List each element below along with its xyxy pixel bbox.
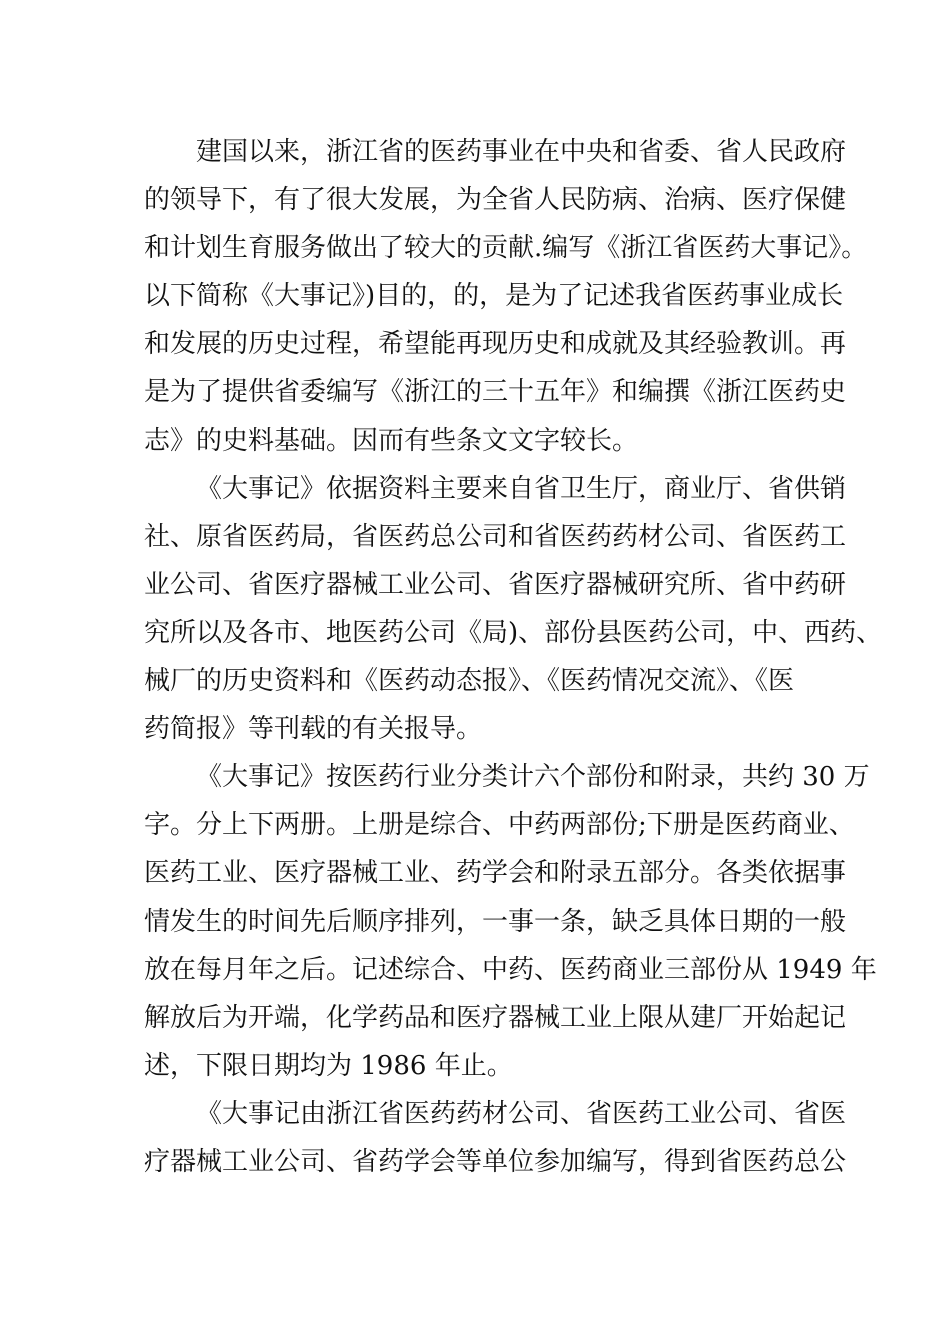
paragraph-3 [144,753,877,1090]
text-line: 《大事记由浙江省医药药材公司、省医药工业公司、省医 [196,1098,847,1129]
text-line: 疗器械工业公司、省药学会等单位参加编写，得到省医药总公 [144,1146,847,1177]
paragraph-1 [144,128,868,465]
text-line: 社、原省医药局，省医药总公司和省医药药材公司、省医药工 [144,521,847,552]
text-line: 是为了提供省委编写《浙江的三十五年》和编撰《浙江医药史 [144,377,847,408]
text-line: 和发展的历史过程，希望能再现历史和成就及其经验教训。再 [144,329,847,360]
text-line: 建国以来，浙江省的医药事业在中央和省委、省人民政府 [196,137,847,167]
text-line: 的领导下，有了很大发展，为全省人民防病、治病、医疗保健 [144,185,847,216]
text-line: 情发生的时间先后顺序排列，一事一条，缺乏具体日期的一般 [144,906,847,937]
text-line: 志》的史料基础。因而有些条文文字较长。 [144,425,639,456]
document-body [144,128,883,1186]
text-line: 医药工业、医疗器械工业、药学会和附录五部分。各类依据事 [144,858,847,889]
text-line: 业公司、省医疗器械工业公司、省医疗器械研究所、省中药研 [144,569,847,600]
text-line: 药简报》等刊载的有关报导。 [144,714,483,745]
text-line: 和计划生育服务做出了较大的贡献.编写《浙江省医药大事记》。 [144,233,868,264]
text-line: 放在每月年之后。记述综合、中药、医药商业三部份从 1949 年 [144,954,877,985]
text-line: 以下简称《大事记》)目的，的，是为了记述我省医药事业成长 [144,281,844,312]
text-line: 字。分上下两册。上册是综合、中药两部份;下册是医药商业、 [144,810,855,841]
text-line: 《大事记》按医药行业分类计六个部份和附录，共约 30 万 [196,762,870,793]
text-line: 究所以及各市、地医药公司《局)、部份县医药公司，中、西药、 [144,617,883,648]
paragraph-4 [144,1090,847,1186]
text-line: 述，下限日期均为 1986 年止。 [144,1050,513,1081]
paragraph-2 [144,465,883,754]
text-line: 械厂的历史资料和《医药动态报》、《医药情况交流》、《医 [144,666,795,697]
text-line: 解放后为开端，化学药品和医疗器械工业上限从建厂开始起记 [144,1002,847,1033]
text-line: 《大事记》依据资料主要来自省卫生厅，商业厅、省供销 [196,473,847,504]
